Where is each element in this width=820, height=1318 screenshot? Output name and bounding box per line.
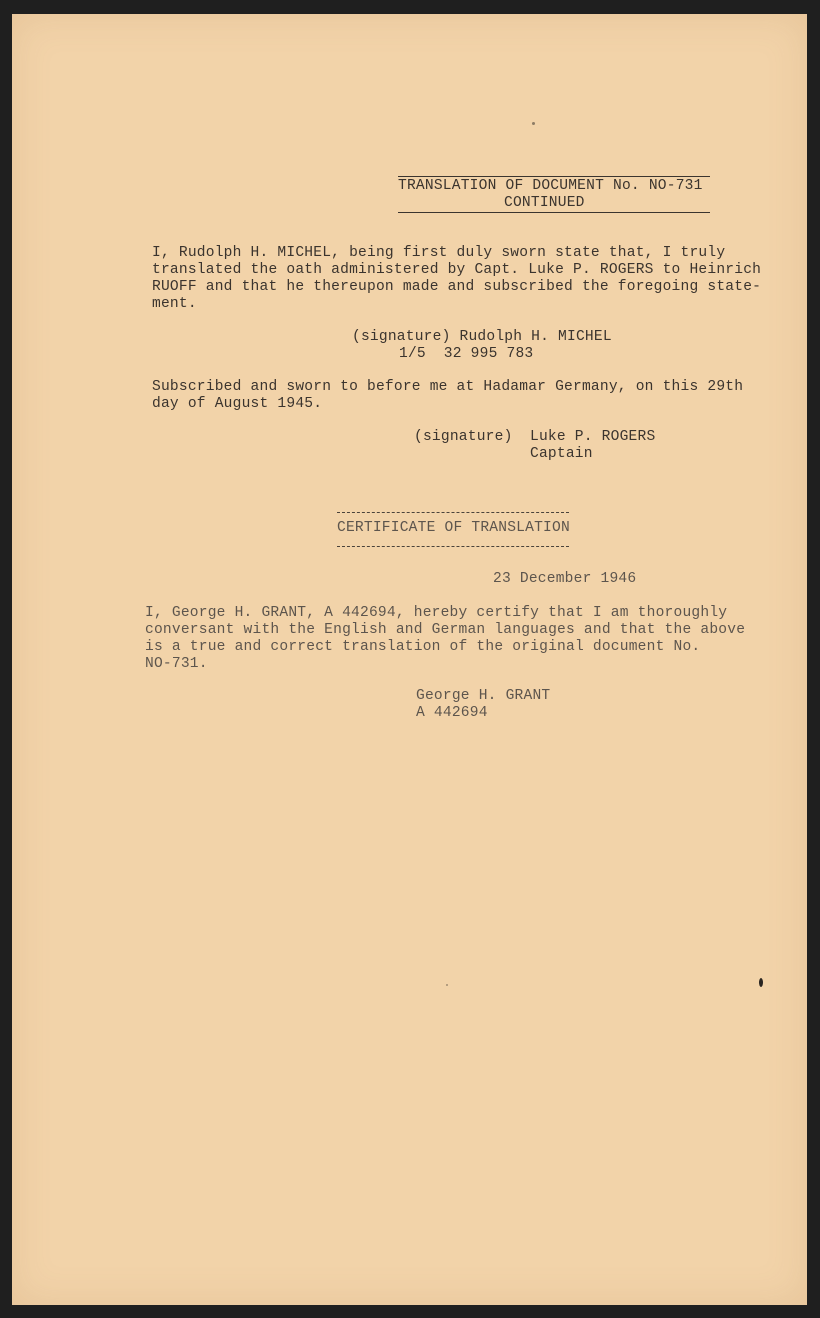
- certificate-line: NO-731.: [145, 656, 208, 672]
- document-title-continued: CONTINUED: [504, 195, 585, 211]
- document-page: [12, 14, 807, 1305]
- oath-line: RUOFF and that he thereupon made and subscribed the foregoing state-: [152, 279, 762, 295]
- certificate-line: conversant with the English and German languages and that the above: [145, 622, 746, 638]
- translator-serial-number: 1/5 32 995 783: [399, 346, 534, 362]
- document-title: TRANSLATION OF DOCUMENT No. NO-731: [398, 178, 703, 194]
- certificate-title: CERTIFICATE OF TRANSLATION: [337, 520, 570, 536]
- officer-signature-label: (signature): [414, 429, 513, 445]
- oath-line: I, Rudolph H. MICHEL, being first duly sworn state that, I truly: [152, 245, 726, 261]
- oath-line: translated the oath administered by Capt. Luke P. ROGERS to Heinrich: [152, 262, 762, 278]
- certificate-line: is a true and correct translation of the original document No.: [145, 639, 701, 655]
- sworn-line: Subscribed and sworn to before me at Hadamar Germany, on this 29th: [152, 379, 744, 395]
- paper-speck: [532, 122, 535, 125]
- certificate-signer-name: George H. GRANT: [416, 688, 551, 704]
- paper-speck: [446, 984, 448, 986]
- header-bottom-rule: [398, 212, 710, 213]
- certificate-top-rule: [337, 512, 569, 513]
- certificate-line: I, George H. GRANT, A 442694, hereby certify that I am thoroughly: [145, 605, 728, 621]
- officer-rank: Captain: [530, 446, 593, 462]
- header-top-rule: [398, 176, 710, 177]
- sworn-line: day of August 1945.: [152, 396, 323, 412]
- certificate-bottom-rule: [337, 546, 569, 547]
- translator-signature: (signature) Rudolph H. MICHEL: [352, 329, 612, 345]
- officer-name: Luke P. ROGERS: [530, 429, 656, 445]
- certificate-signer-id: A 442694: [416, 705, 488, 721]
- certificate-date: 23 December 1946: [493, 571, 637, 587]
- paper-speck: [759, 978, 763, 987]
- oath-line: ment.: [152, 296, 197, 312]
